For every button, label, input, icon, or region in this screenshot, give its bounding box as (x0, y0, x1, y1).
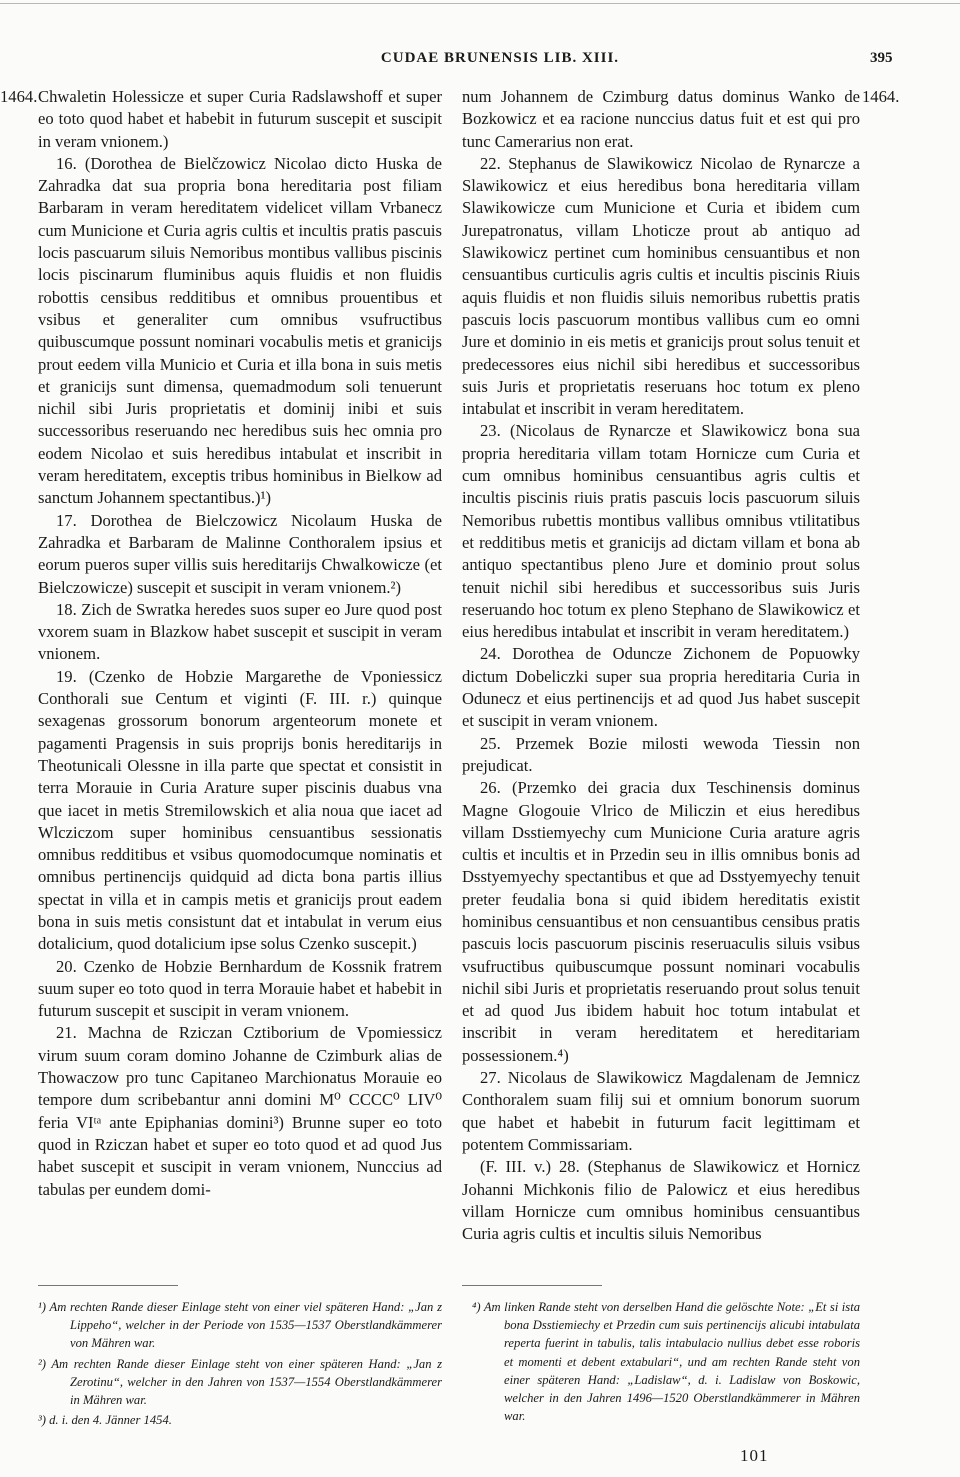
footnote-rule-left (38, 1285, 178, 1286)
entry-27: 27. Nicolaus de Slawikowicz Magdalenam de Jemnicz Conthoralem suam filij sui et omnium bonorum suorum que habet et habebit in futurum facit legittimam et potentem Commissariam. (462, 1068, 860, 1154)
footnotes-right (472, 1298, 860, 1427)
entry-22: 22. Stephanus de Slawikowicz Nicolao de Rynarcze a Slawikowicz et eius heredibus bona hereditaria villam Slawikowicze cum Municione et Curia et ibidem cum Jurepatronatus, villam Lhoticze prout ab antiquo ad Slawikowicz pertinet cum hominibus censuantibus et non censuantibus curticulis agris cultis et incultis piscinis Riuis aquis fluidis et non fluidis siluis nemoribus rubettis pratis pascuis locis pascuorum montibus vallibus cum eo omni Jure et dominio in eis metis et granicijs prout solus tenuit et predecessores eius nichil sibi heredibus et successoribus suis Juris et proprietatis reseruans hoc totum ex pleno intabulat et inscribit in veram hereditatem. (462, 153, 860, 419)
entry-21: 21. Machna de Rziczan Cztiborium de Vpomiessicz virum suum coram domino Johanne de Czimburk alias de Thowaczow pro tunc Capitaneo Marchionatus Morauie eo tempore dum scribebantur anni domini M⁰ CCCC⁰ LIV⁰ feria VIᵗᵃ ante Epiphanias domini³) Brunne super eo toto quod in Rziczan habet et super eo toto quod et ad quod Jus habet suscepit et suscipit in veram vnionem, Nunccius ad tabulas per eundem domi- (38, 1023, 442, 1199)
footnote-1: ¹) Am rechten Rande dieser Einlage steht von einer viel späteren Hand: „Jan z Lippeho“, welcher in der Periode von 1535—1537 Oberstlandkämmerer von Mähren war. (38, 1300, 442, 1351)
top-rule (0, 3, 960, 4)
page-header (0, 50, 960, 72)
footnote-4: ⁴) Am linken Rande steht von derselben Hand die gelöschte Note: „Et si ista bona Dsstiemiechy et Przedin cum suis pertinencijs alicubi intabulata reperta fuerint in tabulis, talis intabulacio nullius debet esse roboris et momenti et debent extabulari“, und am rechten Rande steht von einer späteren Hand: „Ladislaw“, d. i. Ladislaw von Boskowic, welcher in den Jahren 1496—1520 Oberstlandkämmerer in Mähren war. (472, 1300, 860, 1424)
footnote-3: ³) d. i. den 4. Jänner 1454. (38, 1413, 172, 1428)
left-text-column (38, 86, 442, 1201)
footnote-2: ²) Am rechten Rande dieser Einlage steht von einer späteren Hand: „Jan z Zerotinu“, welcher in den Jahren von 1537—1554 Oberstlandkämmerer in Mähren war. (38, 1356, 442, 1408)
footnote-rule-right (462, 1285, 602, 1286)
entry-26: 26. (Przemko dei gracia dux Teschinensis dominus Magne Glogouie Vlrico de Miliczin et eius heredibus villam Dsstiemyechy cum Municione Curia arature agris cultis et incultis et in Przedin seu in illis omnibus bonis ad Dsstyemyechy spectantibus et que ad Dsstyemyechy tenuit preter feudalia bona si quid ibidem hereditatis existit hominibus censuantibus et non censuantibus censibus pratis pascuis locis pascuorum piscinis reseruaculis siluis vsibus vsufructibus quibuscumque possunt nominari vocabulis nichil sibi Juris et proprietatis reseruando prout solus tenuit et ad quod Jus ibidem habuit hoc totum intabulat et inscribit in veram hereditatem et hereditariam possessionem.⁴) (462, 778, 860, 1065)
page-number: 395 (870, 50, 893, 66)
entry-17: 17. Dorothea de Bielczowicz Nicolaum Huska de Zahradka et Barbaram de Malinne Conthoralem ipsius et eorum pueros super villis suis hereditarijs Chwalkowicze (et Bielczowicze) suscepit et suscipit in veram vnionem.²) (38, 510, 442, 597)
entry-21-continuation: num Johannem de Czimburg datus dominus Wanko de Bozkowicz et ea racione nunccius datus fuit et est qui pro tunc Camerarius non erat. (462, 87, 860, 151)
entry-25: 25. Przemek Bozie milosti wewoda Tiessin non prejudicat. (462, 733, 860, 775)
footnotes-left (38, 1298, 442, 1431)
margin-year-right: 1464. (862, 87, 900, 106)
right-text-column (462, 86, 860, 1245)
sheet-signature: 101 (740, 1446, 769, 1465)
entry-23: 23. (Nicolaus de Rynarcze et Slawikowicz bona sua propria hereditaria villam totam Hornicze cum Curia et cum omnibus hominibus censuantibus agris cultis et incultis piscinis riuis pratis pascuis locis pascuorum siluis Nemoribus rubettis montibus vallibus omnibus vtilitatibus et redditibus metis et granicijs ad dictam villam et bona ab antiquo spectantibus pleno Jure et dominio prout solus tenuit nichil sibi heredibus et successoribus suis Juris reseruando hoc totum ex pleno Stephano de Slawikowicz et eius heredibus intabulat et inscribit in veram hereditatem.) (462, 421, 860, 642)
entry-16: 16. (Dorothea de Bielčzowicz Nicolao dicto Huska de Zahradka dat sua propria bona hereditaria post filiam Barbaram in veram hereditatem videlicet villam Vrbanecz cum Municione et Curia agris cultis et incultis pratis pascuis locis pascuarum siluis Nemoribus montibus vallibus piscinis locis piscinarum fluminibus aquis fluidis et non fluidis robottis censibus redditibus et omnibus prouentibus et vsibus et generaliter cum omnibus vsufructibus quibuscumque possunt nominari vocabulis metis et granicijs prout eedem villa Municio et Curia et illa bona in suis metis et granicijs sunt dimensa, quemadmodum soli tenuerunt nichil sibi Juris proprietatis et dominij inibi et suis successoribus reseruando nec heredibus suis hec omnia pro eodem Nicolao et suis heredibus intabulat et inscribit in veram hereditatem, exceptis tribus hominibus in Bielkow ad sanctum Johannem spectantibus.)¹) (38, 153, 442, 508)
entry-continuation: Chwaletin Holessicze et super Curia Radslawshoff et super eo toto quod habet et habebit in futurum suscepit et suscipit in veram vnionem.) (38, 87, 442, 151)
margin-year-left: 1464. (0, 87, 38, 106)
entry-20: 20. Czenko de Hobzie Bernhardum de Kossnik fratrem suum super eo toto quod in terra Morauie habet et habebit in futurum suscepit et suscipit in veram vnionem. (38, 956, 442, 1021)
entry-24: 24. Dorothea de Oduncze Zichonem de Popuowky dictum Dobeliczki super sua propria hereditaria Curia in Odunecz et eius pertinencijs et ad quod Jus habet suscepit et suscipit in veram vnionem. (462, 644, 860, 731)
entry-18: 18. Zich de Swratka heredes suos super eo Jure quod post vxorem suam in Blazkow habet suscepit et suscipit in veram vnionem. (38, 599, 442, 664)
entry-19: 19. (Czenko de Hobzie Margarethe de Vponiessicz Conthorali sue Centum et viginti (F. III. r.) quinque sexagenas grossorum bonorum argenteorum monete et pagamenti Pragensis in suis proprijs bonis hereditarijs in Theotunicali Olessne in illa parte que spectat et consistit in terra Morauie in Curia Arature super piscinis duabus vna que iacet in metis Stremilowskich et alia noua que iacet ad Wlcziczom super hominibus censuantibus sessionatis omnibus redditibus et vsibus quomodocumque nominatis et omnibus pertinencijs quidquid ad dicta bona partis illius spectat in villa et in campis metis et granicijs prout eadem bona in suis metis consistunt dat et intabulat in verum eius dotalicium, quod dotalicium ipse solus Czenko suscepit.) (38, 666, 442, 954)
entry-28: (F. III. v.) 28. (Stephanus de Slawikowicz et Hornicz Johanni Michkonis filio de Palowicz et eius heredibus villam Hornicze cum omnibus hominibus censuantibus Curia agris cultis et incultis siluis Nemoribus (462, 1157, 860, 1244)
running-title: CUDAE BRUNENSIS LIB. XIII. (380, 50, 620, 66)
